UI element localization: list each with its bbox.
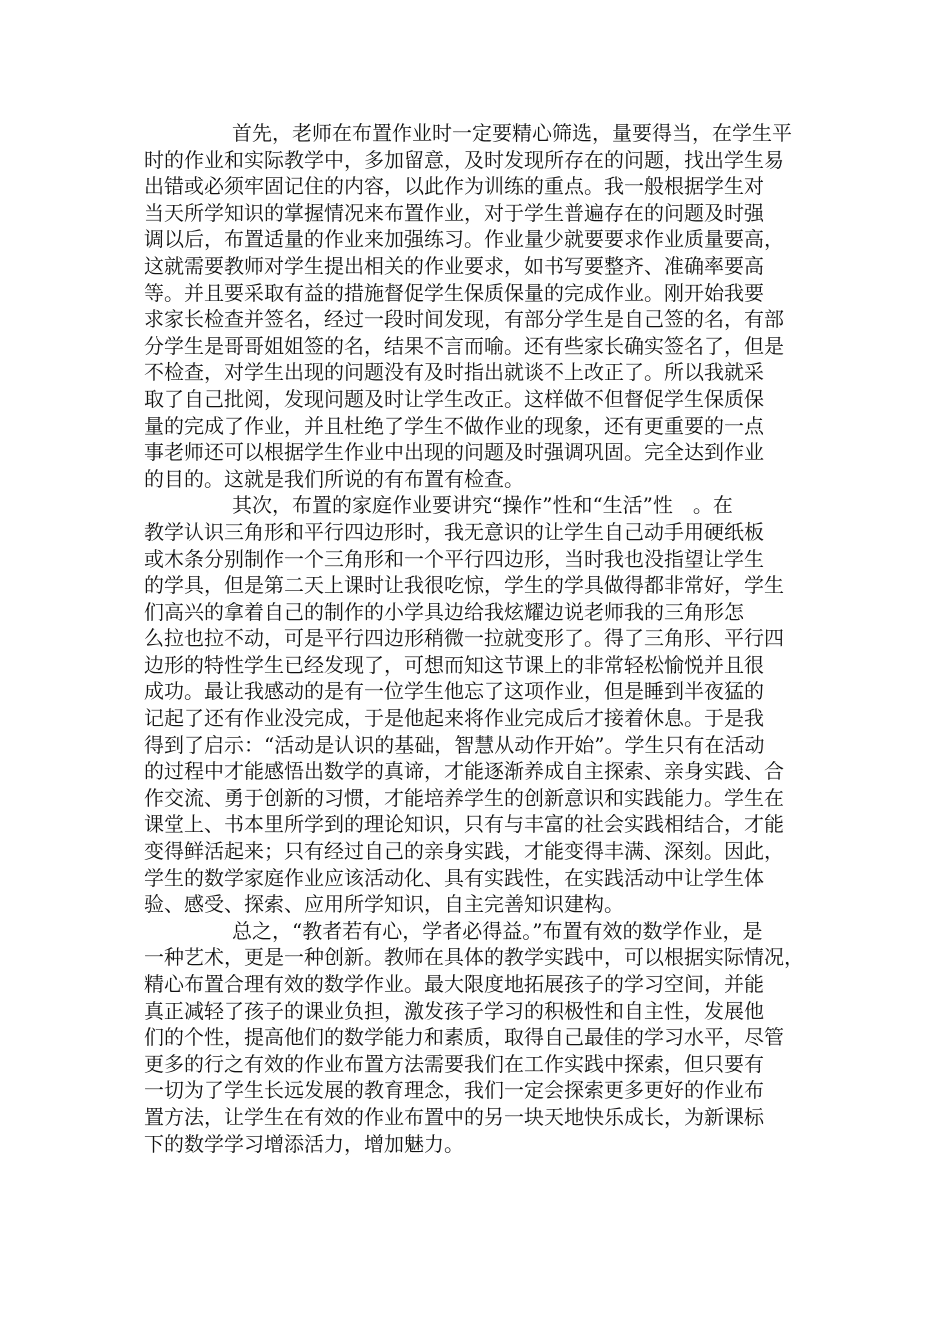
- paragraph-line: 时的作业和实际教学中，多加留意，及时发现所存在的问题，找出学生易: [144, 147, 784, 172]
- paragraph: [144, 918, 808, 1157]
- paragraph-line: 们高兴的拿着自己的制作的小学具边给我炫耀边说老师我的三角形怎: [144, 599, 744, 624]
- paragraph-line: 变得鲜活起来；只有经过自己的亲身实践，才能变得丰满、深刻。因此，: [144, 839, 784, 864]
- paragraph-line: 的目的。这就是我们所说的有布置有检查。: [144, 466, 524, 491]
- paragraph-line: 学生的数学家庭作业应该活动化、具有实践性，在实践活动中让学生体: [144, 865, 764, 890]
- paragraph-line: 分学生是哥哥姐姐签的名，结果不言而喻。还有些家长确实签名了，但是: [144, 333, 784, 358]
- paragraph-line: 等。并且要采取有益的措施督促学生保质保量的完成作业。刚开始我要: [144, 280, 764, 305]
- paragraph-line: 得到了启示：“活动是认识的基础，智慧从动作开始”。学生只有在活动: [144, 732, 765, 757]
- paragraph-line: 调以后，布置适量的作业来加强练习。作业量少就要要求作业质量要高，: [144, 227, 784, 252]
- paragraph-line: 当天所学知识的掌握情况来布置作业，对于学生普遍存在的问题及时强: [144, 200, 764, 225]
- paragraph-line: 边形的特性学生已经发现了，可想而知这节课上的非常轻松愉悦并且很: [144, 652, 764, 677]
- paragraph-line: 真正减轻了孩子的课业负担，激发孩子学习的积极性和自主性，发展他: [144, 998, 764, 1023]
- paragraph-first-line: 首先，老师在布置作业时一定要精心筛选，量要得当，在学生平: [232, 121, 792, 145]
- paragraph-line: 验、感受、探索、应用所学知识，自主完善知识建构。: [144, 892, 624, 917]
- paragraph-line: 这就需要教师对学生提出相关的作业要求，如书写要整齐、准确率要高: [144, 253, 764, 278]
- paragraph-first-line: 其次，布置的家庭作业要讲究“操作”性和“生活”性 。在: [232, 493, 733, 518]
- paragraph-line: 取了自己批阅，发现问题及时让学生改正。这样做不但督促学生保质保: [144, 386, 764, 411]
- paragraph-line: 置方法，让学生在有效的作业布置中的另一块天地快乐成长，为新课标: [144, 1104, 764, 1129]
- paragraph-line: 么拉也拉不动，可是平行四边形稍微一拉就变形了。得了三角形、平行四: [144, 626, 784, 651]
- paragraph-line: 事老师还可以根据学生作业中出现的问题及时强调巩固。完全达到作业: [144, 440, 764, 465]
- paragraph-line: 下的数学学习增添活力，增加魅力。: [144, 1131, 464, 1156]
- paragraph-line: 记起了还有作业没完成，于是他起来将作业完成后才接着休息。于是我: [144, 706, 764, 731]
- paragraph: [144, 492, 808, 918]
- paragraph-line: 量的完成了作业，并且杜绝了学生不做作业的现象，还有更重要的一点: [144, 413, 764, 438]
- paragraph-line: 的学具，但是第二天上课时让我很吃惊，学生的学具做得都非常好，学生: [144, 573, 784, 598]
- paragraph-line: 或木条分别制作一个三角形和一个平行四边形，当时我也没指望让学生: [144, 546, 764, 571]
- paragraph-first-line: 总之，“教者若有心，学者必得益。”布置有效的数学作业，是: [232, 918, 763, 943]
- paragraph-line: 教学认识三角形和平行四边形时，我无意识的让学生自己动手用硬纸板: [144, 519, 764, 544]
- paragraph-line: 求家长检查并签名，经过一段时间发现，有部分学生是自己签的名，有部: [144, 307, 784, 332]
- paragraph-line: 的过程中才能感悟出数学的真谛，才能逐渐养成自主探索、亲身实践、合: [144, 759, 784, 784]
- paragraph-line: 一切为了学生长远发展的教育理念，我们一定会探索更多更好的作业布: [144, 1078, 764, 1103]
- paragraph-line: 不检查，对学生出现的问题没有及时指出就谈不上改正了。所以我就采: [144, 360, 764, 385]
- paragraph-line: 成功。最让我感动的是有一位学生他忘了这项作业，但是睡到半夜猛的: [144, 679, 764, 704]
- document-body: [144, 120, 808, 1157]
- paragraph-line: 出错或必须牢固记住的内容，以此作为训练的重点。我一般根据学生对: [144, 174, 764, 199]
- paragraph-line: 精心布置合理有效的数学作业。最大限度地拓展孩子的学习空间，并能: [144, 972, 764, 996]
- paragraph-line: 一种艺术，更是一种创新。教师在具体的教学实践中，可以根据实际情况，: [144, 945, 804, 970]
- paragraph: [144, 120, 808, 492]
- paragraph-line: 们的个性，提高他们的数学能力和素质，取得自己最佳的学习水平，尽管: [144, 1025, 784, 1050]
- paragraph-line: 课堂上、书本里所学到的理论知识，只有与丰富的社会实践相结合，才能: [144, 812, 784, 837]
- paragraph-line: 更多的行之有效的作业布置方法需要我们在工作实践中探索，但只要有: [144, 1051, 764, 1076]
- paragraph-line: 作交流、勇于创新的习惯，才能培养学生的创新意识和实践能力。学生在: [144, 785, 784, 810]
